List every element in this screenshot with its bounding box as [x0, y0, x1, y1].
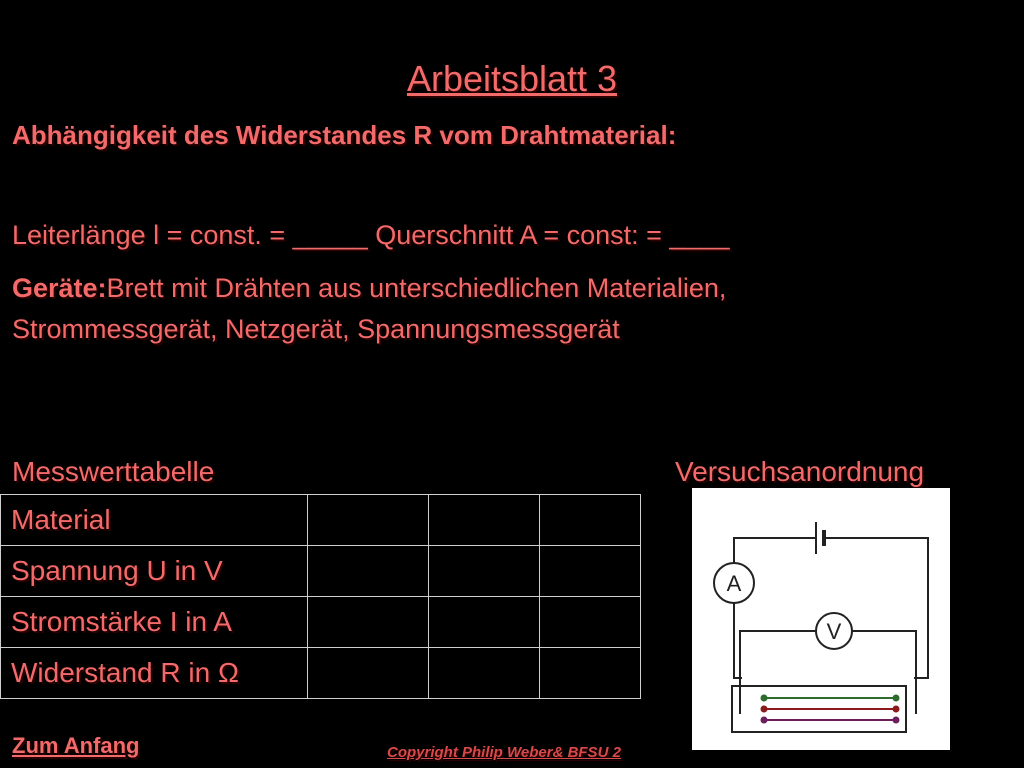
start-link[interactable]: Zum Anfang	[12, 733, 140, 758]
subtitle: Abhängigkeit des Widerstandes R vom Drahtmaterial:	[12, 120, 677, 150]
table-row	[1, 495, 641, 546]
equipment-text	[12, 268, 726, 350]
copyright-notice: Copyright Philip Weber& BFSU 2	[387, 744, 621, 761]
material-wires	[761, 695, 900, 724]
table-cell	[429, 546, 540, 597]
table-cell	[308, 495, 429, 546]
table-cell	[540, 495, 641, 546]
equipment-label: Geräte:	[12, 273, 107, 303]
row-label-voltage: Spannung U in V	[1, 546, 308, 597]
setup-heading: Versuchsanordnung	[675, 456, 925, 487]
table-cell	[429, 597, 540, 648]
equipment-line-1: Brett mit Drähten aus unterschiedlichen Materialien,	[106, 273, 727, 303]
circuit-diagram	[692, 488, 950, 750]
table-heading: Messwerttabelle	[12, 456, 215, 487]
wire-terminal	[761, 706, 768, 713]
table-row	[1, 648, 641, 699]
circuit-wire	[734, 538, 816, 563]
table-row	[1, 546, 641, 597]
table-cell	[540, 546, 641, 597]
wire-terminal	[893, 717, 900, 724]
table-row	[1, 597, 641, 648]
wire-terminal	[761, 695, 768, 702]
table-cell	[308, 648, 429, 699]
wire-terminal	[893, 706, 900, 713]
page-title: Arbeitsblatt 3	[406, 58, 618, 99]
constants-line: Leiterlänge l = const. = _____ Querschnitt A = const: = ____	[12, 220, 730, 250]
table-cell	[540, 648, 641, 699]
table-cell	[429, 495, 540, 546]
row-label-material: Material	[1, 495, 308, 546]
table-cell	[540, 597, 641, 648]
row-label-resistance: Widerstand R in Ω	[1, 648, 308, 699]
table-cell	[308, 546, 429, 597]
circuit-wire	[824, 538, 928, 678]
table-cell	[429, 648, 540, 699]
equipment-line-2: Strommessgerät, Netzgerät, Spannungsmessgerät	[12, 314, 620, 344]
table-cell	[308, 597, 429, 648]
wire-terminal	[893, 695, 900, 702]
circuit-wire	[740, 631, 816, 714]
wire-terminal	[761, 717, 768, 724]
voltmeter-label: V	[826, 619, 842, 644]
row-label-current: Stromstärke I in A	[1, 597, 308, 648]
measurement-table	[0, 494, 641, 699]
ammeter-label: A	[726, 571, 742, 596]
